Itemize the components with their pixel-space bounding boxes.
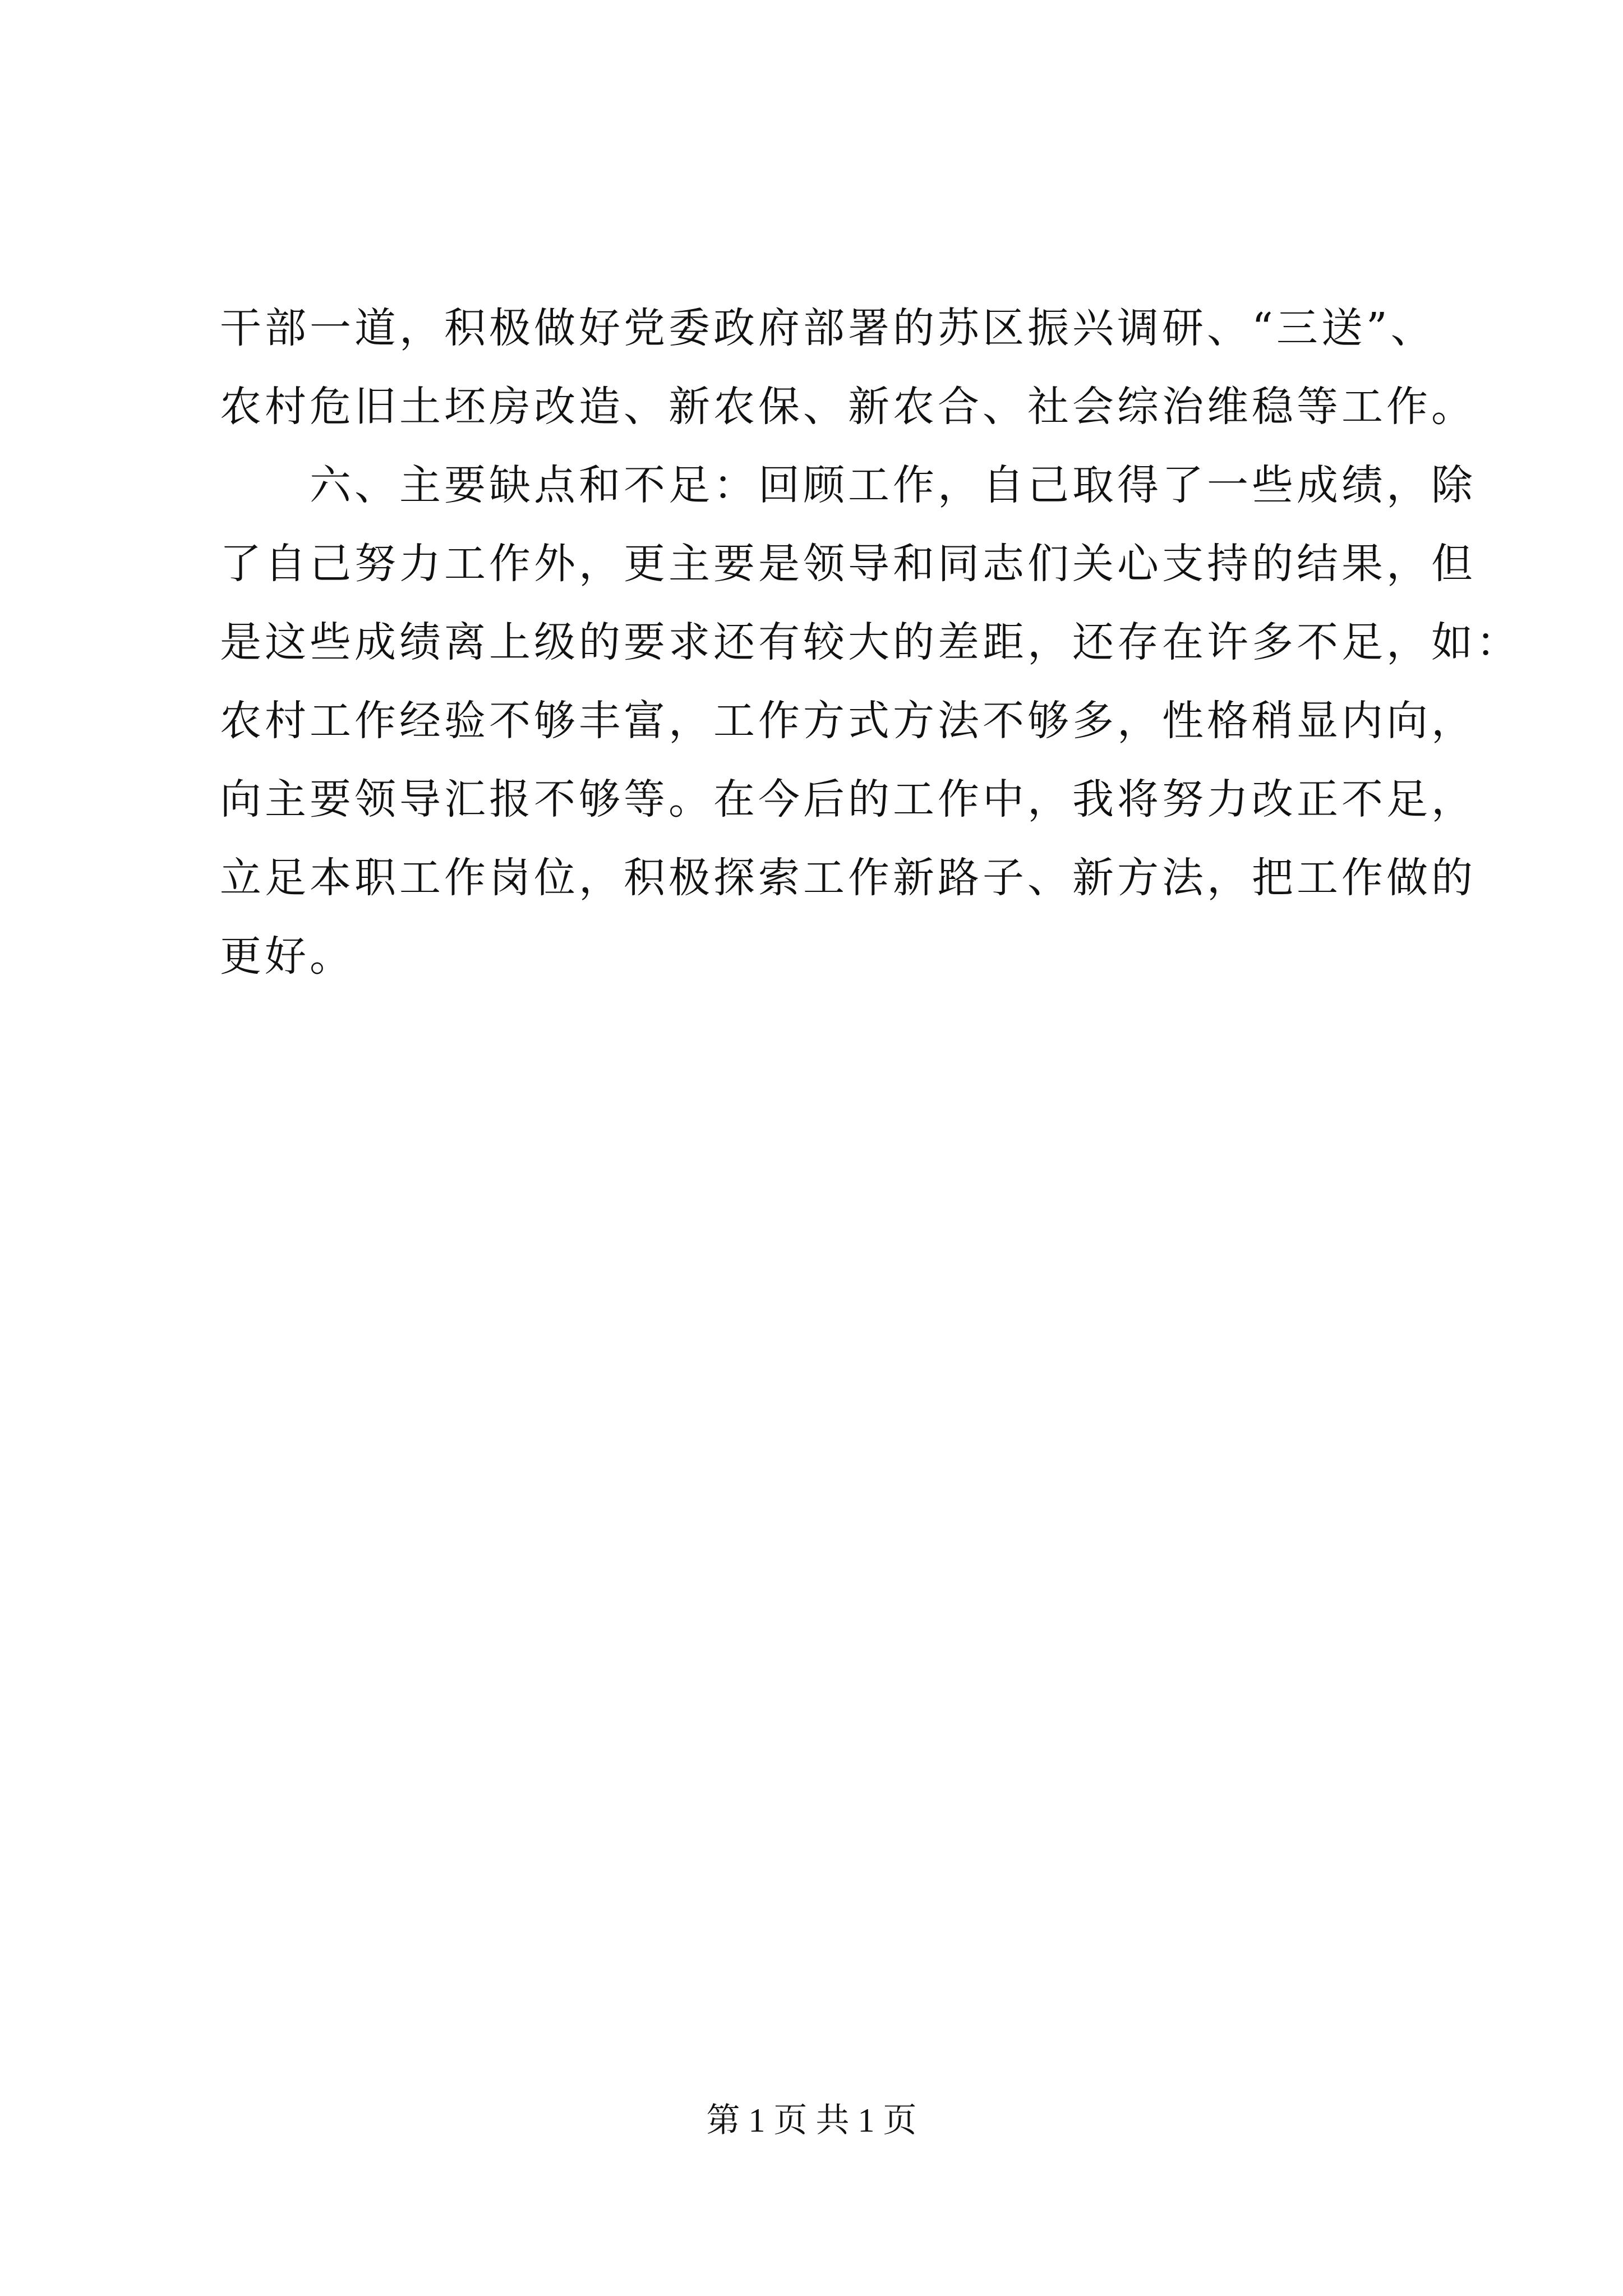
- text-line: 更好。: [220, 932, 354, 981]
- text-line: 是这些成绩离上级的要求还有较大的差距，还存在许多不足，如：: [220, 618, 1521, 666]
- text-line: 干部一道，积极做好党委政府部署的苏区振兴调研、“三送”、: [220, 304, 1436, 352]
- text-line: 立足本职工作岗位，积极探索工作新路子、新方法，把工作做的: [220, 854, 1476, 902]
- text-line: 向主要领导汇报不够等。在今后的工作中，我将努力改正不足，: [220, 775, 1476, 823]
- text-line: 农村工作经验不够丰富，工作方式方法不够多，性格稍显内向，: [220, 697, 1476, 745]
- document-body: [220, 289, 1521, 996]
- page-footer: [0, 2098, 1623, 2143]
- text-line: 农村危旧土坯房改造、新农保、新农合、社会综治维稳等工作。: [220, 383, 1476, 431]
- page-number-label: 第 1 页 共 1 页: [706, 2102, 917, 2139]
- text-line: 了自己努力工作外，更主要是领导和同志们关心支持的结果，但: [220, 540, 1476, 588]
- section-heading-line: 六、主要缺点和不足：回顾工作，自己取得了一些成绩，除: [310, 461, 1476, 509]
